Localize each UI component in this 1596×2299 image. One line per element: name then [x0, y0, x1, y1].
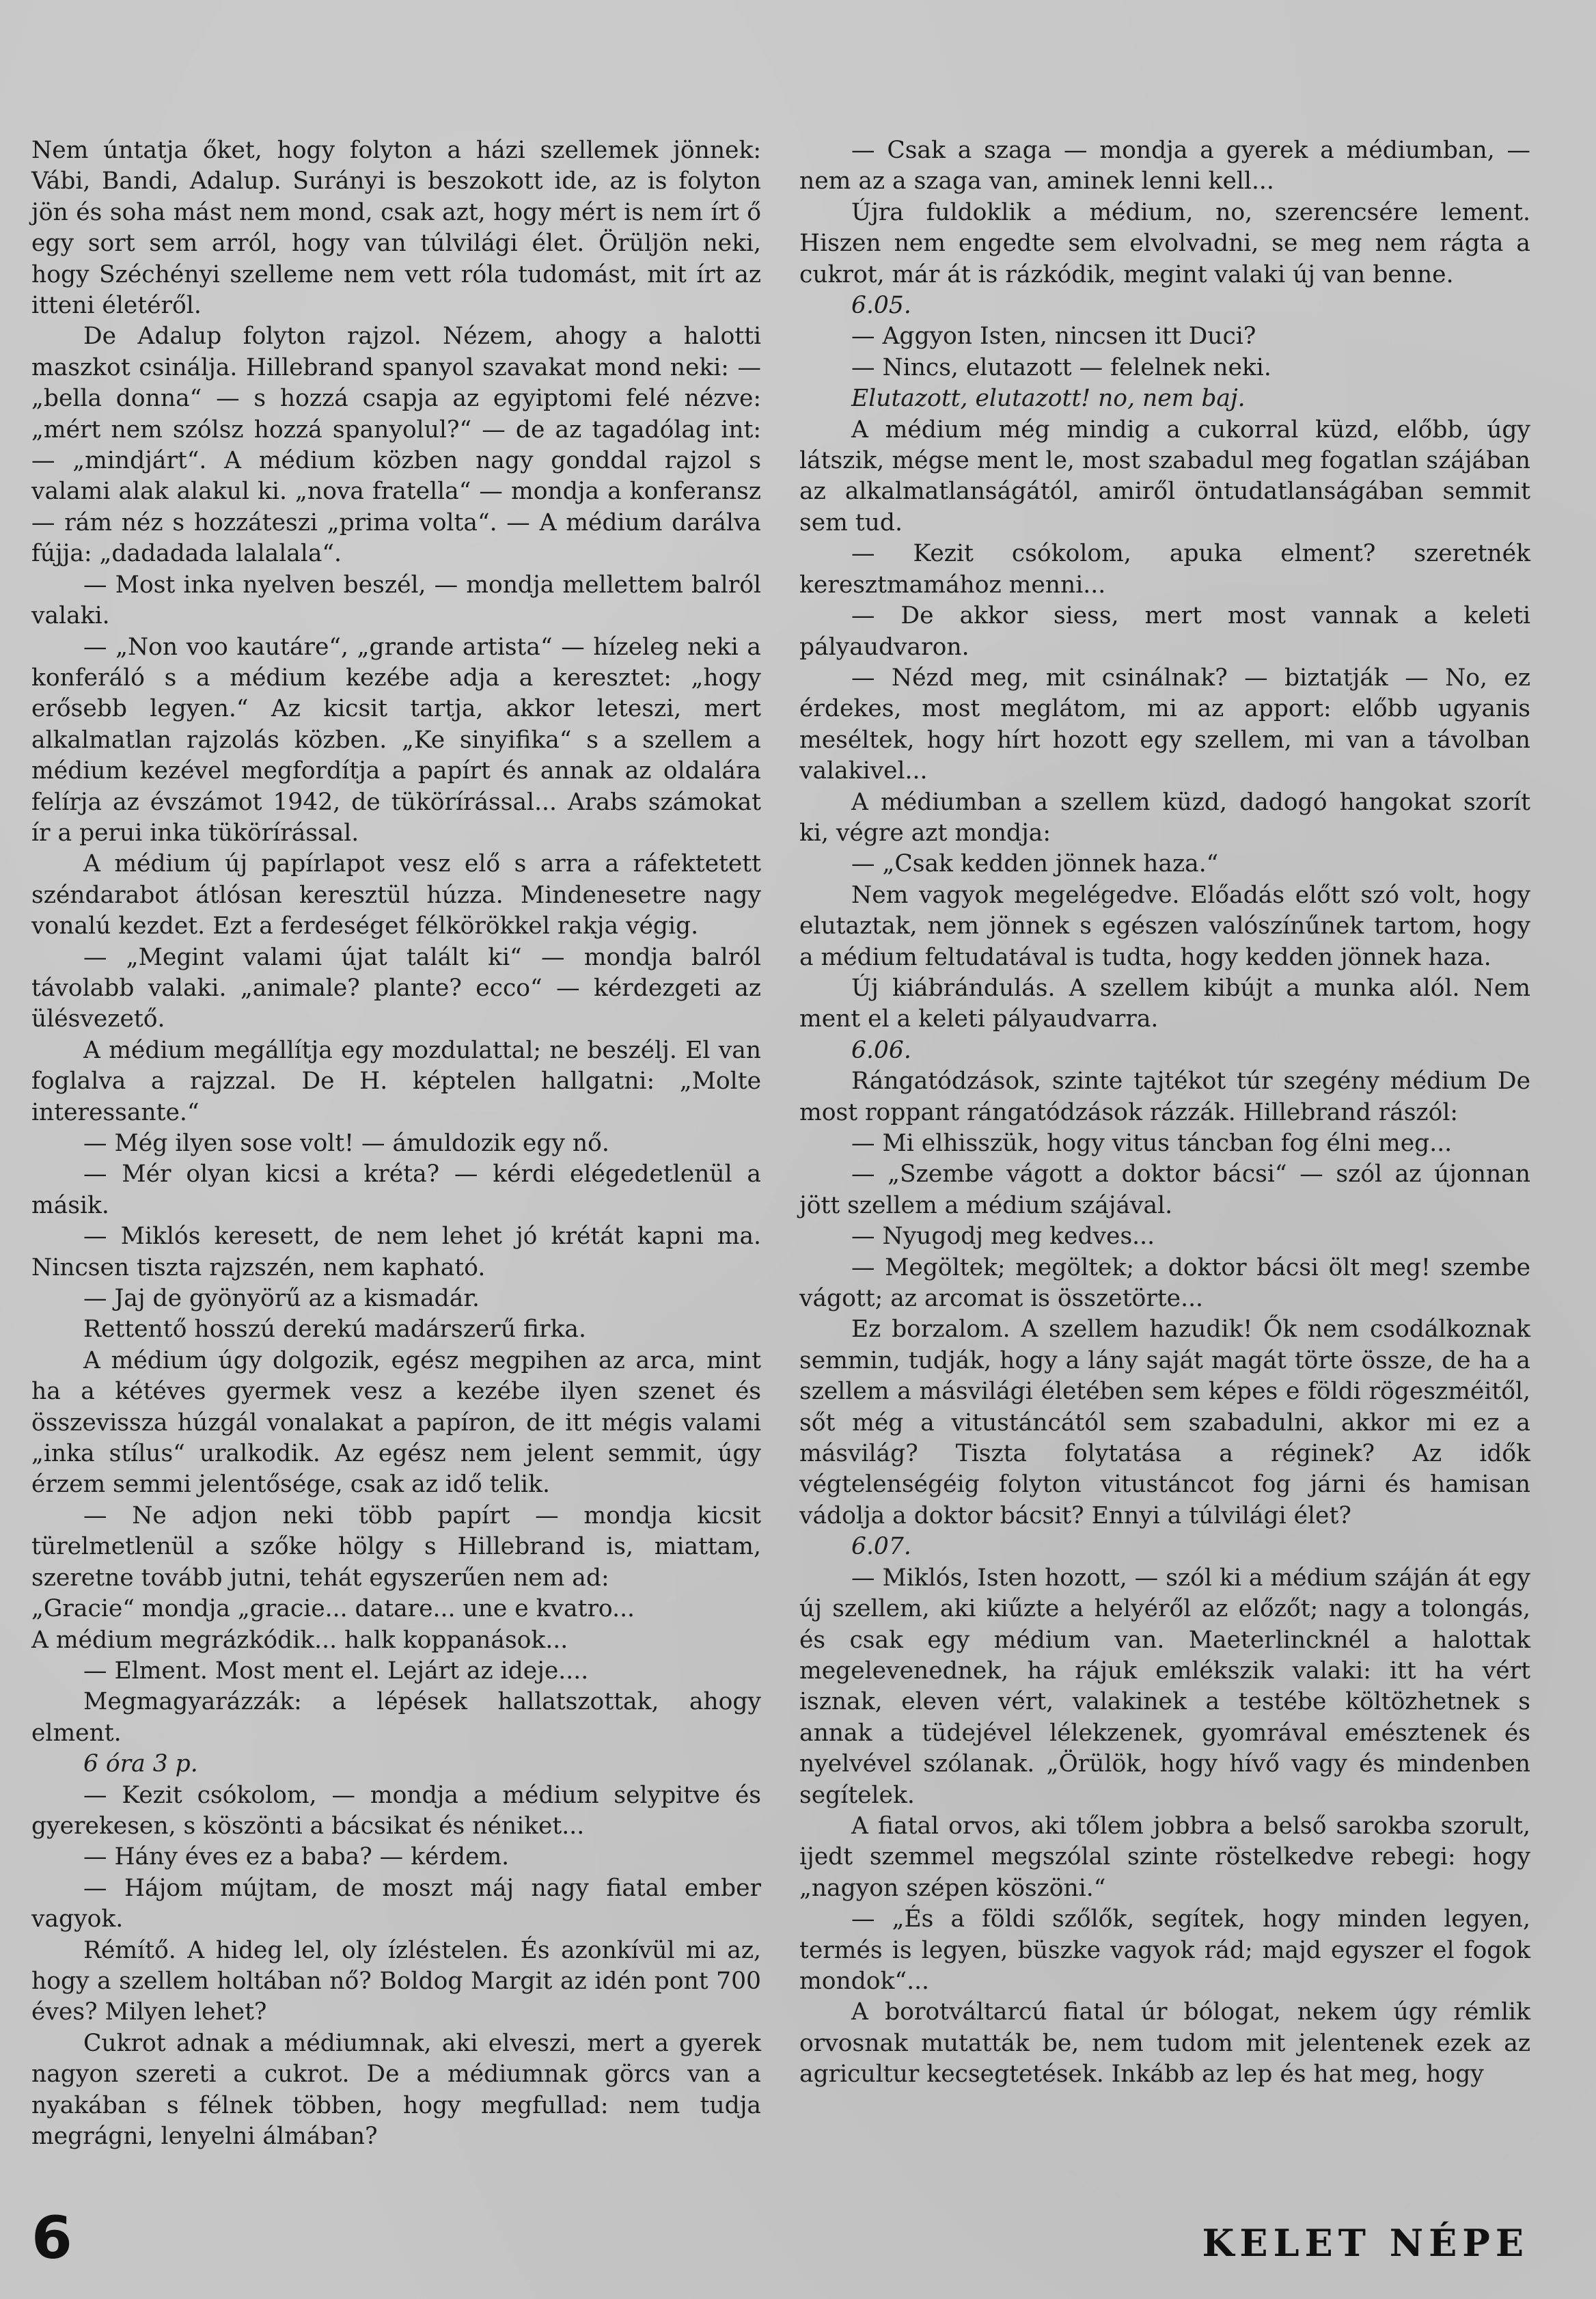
paragraph: — Kezit csókolom, — mondja a médium selypitve és gyerekesen, s köszönti a bácsikat és néniket...: [31, 1781, 761, 1840]
paragraph: — „Non voo kautáre“, „grande artista“ — hízeleg neki a konferáló s a médium kezébe adja a keresztet: „hogy erősebb legyen.“ Az kicsit tartja, akkor leteszi, mert alkalmatlan rajzolás közben. „Ke sinyifika“ s a szellem a médium kezével megfordítja a papírt és annak az oldalára felírja az évszámot 1942, de tükörírással... Arabs számokat ír a perui inka tükörírással.: [31, 633, 761, 847]
paragraph: A médium új papírlapot vesz elő s arra a ráfektetett széndarabot átlósan keresztül húzza. Mindenesetre nagy vonalú kezdet. Ezt a ferdeséget félkörökkel rakja végig.: [31, 850, 761, 940]
paragraph: Nem vagyok megelégedve. Előadás előtt szó volt, hogy elutaztak, nem jönnek s egészen valószínűnek tartom, hogy a médium feltudatával is tudta, hogy kedden jönnek haza.: [799, 881, 1530, 971]
paragraph: — Kezit csókolom, apuka elment? szeretnék keresztmamához menni...: [799, 540, 1530, 599]
paragraph: A fiatal orvos, aki tőlem jobbra a belső sarokba szorult, ijedt szemmel megszólal szinte röstelkedve rebegi: hogy „nagyon szépen köszöni.“: [799, 1812, 1530, 1902]
paragraph: A médiumban a szellem küzd, dadogó hangokat szorít ki, végre azt mondja:: [799, 788, 1530, 847]
paragraph: 6 óra 3 p.: [83, 1750, 198, 1778]
paragraph: — Hájom mújtam, de moszt máj nagy fiatal ember vagyok.: [31, 1874, 761, 1933]
paragraph: Nem úntatja őket, hogy folyton a házi szellemek jönnek: Vábi, Bandi, Adalup. Surányi is beszokott ide, az is folyton jön és soha mást nem mond, csak azt, hogy mért is nem írt ő egy sort sem arról, hogy van túlvilági élet. Örüljön neki, hogy Széchényi szelleme nem vett róla tudomást, mit írt az itteni életéről.: [31, 137, 761, 320]
paragraph: Újra fuldoklik a médium, no, szerencsére lement. Hiszen nem engedte sem elvolvadni, se meg nem rágta a cukrot, már át is rázkódik, megint valaki új van benne.: [799, 198, 1530, 288]
paragraph: — Megöltek; megöltek; a doktor bácsi ölt meg! szembe vágott; az arcomat is összetörte...: [799, 1253, 1530, 1313]
paragraph: Megmagyarázzák: a lépések hallatszottak, ahogy elment.: [31, 1688, 761, 1747]
paragraph: Rángatódzások, szinte tajtékot túr szegény médium De most roppant rángatódzások rázzák. Hillebrand rászól:: [799, 1067, 1530, 1126]
paragraph: — Miklós, Isten hozott, — szól ki a médium száján át egy új szellem, aki kiűzte a helyéről az előzőt; nagy a tolongás, és csak egy médium van. Maeterlincknél a halottak megelevenednek, ha rájuk emlékszik valaki: itt ha vért isznak, eleven vért, valakinek a testébe költözhetnek s annak a tüdejével lélekzenek, gyomrával emésztenek és nyelvével szólanak. „Örülök, hogy hívő vagy és mindenben segítelek.: [799, 1564, 1530, 1809]
paragraph: A médium megállítja egy mozdulattal; ne beszélj. El van foglalva a rajzzal. De H. képtelen hallgatni: „Molte interessante.“: [31, 1036, 761, 1126]
paragraph: A borotváltarcú fiatal úr bólogat, nekem úgy rémlik orvosnak mutatták be, nem tudom mit jelentenek ezek az agricultur kecsegtetések. Inkább az lep és hat meg, hogy: [799, 1998, 1530, 2089]
paragraph: — Aggyon Isten, nincsen itt Duci?: [851, 323, 1256, 351]
paragraph: — Most inka nyelven beszél, — mondja mellettem balról valaki.: [31, 571, 761, 630]
paragraph: — Nyugodj meg kedves...: [851, 1223, 1155, 1251]
paragraph: — Ne adjon neki több papírt — mondja kicsit türelmetlenül a szőke hölgy s Hillebrand is, miattam, szeretne tovább jutni, tehát egyszerűen nem ad:: [31, 1501, 761, 1592]
paragraph: Elutazott, elutazott! no, nem baj.: [851, 385, 1246, 413]
paragraph: — Hány éves ez a baba? — kérdem.: [83, 1843, 510, 1871]
paragraph: 6.05.: [851, 292, 911, 320]
paragraph: Cukrot adnak a médiumnak, aki elveszi, mert a gyerek nagyon szereti a cukrot. De a médiumnak görcs van a nyakában s félnek többen, hogy megfullad: nem tudja megrágni, lenyelni álmában?: [31, 2029, 761, 2150]
paragraph: 6.07.: [851, 1533, 911, 1561]
paragraph: — Miklós keresett, de nem lehet jó krétát kapni ma. Nincsen tiszta rajzszén, nem kapható.: [31, 1223, 761, 1281]
paragraph: — „Megint valami újat talált ki“ — mondja balról távolabb valaki. „animale? plante? ecco“ — kérdezgeti az ülésvezető.: [31, 943, 761, 1033]
paragraph: A médium úgy dolgozik, egész megpihen az arca, mint ha a kétéves gyermek vesz a kezébe ilyen szenet és összevissza húzgál vonalakat a papíron, de itt mégis valami „inka stílus“ uralkodik. Az egész nem jelent semmit, úgy érzem semmi jelentősége, csak az idő telik.: [31, 1346, 761, 1499]
paragraph: A médium megrázkódik... halk koppanások...: [31, 1626, 568, 1654]
paragraph: — Mér olyan kicsi a kréta? — kérdi elégedetlenül a másik.: [31, 1160, 761, 1219]
paragraph: Rémítő. A hideg lel, oly ízléstelen. És azonkívül mi az, hogy a szellem holtában nő? Boldog Margit az idén pont 700 éves? Milyen lehet?: [31, 1936, 761, 2026]
publication-name: KELET NÉPE: [1202, 2221, 1529, 2265]
paragraph: — Nézd meg, mit csinálnak? — biztatják — No, ez érdekes, most meglátom, mi az apport: előbb ugyanis meséltek, hogy hírt hozott egy szellem, mi van a távolban valakivel...: [799, 664, 1530, 785]
paragraph: — Csak a szaga — mondja a gyerek a médiumban, — nem az a szaga van, aminek lenni kell...: [799, 137, 1530, 195]
paragraph: — „Csak kedden jönnek haza.“: [851, 850, 1219, 878]
paragraph: — „És a földi szőlők, segítek, hogy minden legyen, termés is legyen, büszke vagyok rád; majd egyszer el fogok mondok“...: [799, 1905, 1530, 1995]
right-column: [799, 135, 1530, 2091]
paragraph: — Elment. Most ment el. Lejárt az ideje....: [83, 1657, 589, 1685]
paragraph: — Mi elhisszük, hogy vitus táncban fog élni meg...: [851, 1130, 1453, 1157]
paragraph: Rettentő hosszú derekú madárszerű firka.: [83, 1316, 586, 1344]
paragraph: — Még ilyen sose volt! — ámuldozik egy nő.: [83, 1130, 609, 1157]
paragraph: Ez borzalom. A szellem hazudik! Ők nem csodálkoznak semmin, tudják, hogy a lány saját magát törte össze, de ha a szellem a másvilági életében sem képes e földi rögeszméitől, sőt még a vitustáncától sem szabadulni, akkor mi ez a másvilág? Tiszta folytatása a réginek? Az idők végtelenségéig folyton vitustáncot fog járni és hamisan vádolja a doktor bácsit? Ennyi a túlvilági élet?: [799, 1316, 1530, 1529]
paragraph: A médium még mindig a cukorral küzd, előbb, úgy látszik, mégse ment le, most szabadul meg fogatlan szájában az alkalmatlanságától, amiről öntudatlanságában semmit sem tud.: [799, 416, 1530, 536]
paragraph: Új kiábrándulás. A szellem kibújt a munka alól. Nem ment el a keleti pályaudvarra.: [799, 974, 1530, 1033]
paragraph: — Jaj de gyönyörű az a kismadár.: [83, 1285, 480, 1313]
paragraph: 6.06.: [851, 1036, 911, 1064]
paragraph: — „Szembe vágott a doktor bácsi“ — szól az újonnan jött szellem a médium szájával.: [799, 1160, 1530, 1219]
paragraph: — Nincs, elutazott — felelnek neki.: [851, 353, 1271, 381]
paragraph: De Adalup folyton rajzol. Nézem, ahogy a halotti maszkot csinálja. Hillebrand spanyol szavakat mond neki: — „bella donna“ — s hozzá csapja az egyiptomi felé nézve: „mért nem szólsz hozzá spanyolul?“ — de az tagadólag int: — „mindjárt“. A médium közben nagy gonddal rajzol s valami alak alakul ki. „nova fratella“ — mondja a konferansz — rám néz s hozzáteszi „prima volta“. — A médium darálva fújja: „dadadada lalalala“.: [31, 323, 761, 568]
left-column: [31, 135, 761, 2152]
paragraph: „Gracie“ mondja „gracie... datare... une e kvatro...: [31, 1595, 635, 1623]
paragraph: — De akkor siess, mert most vannak a keleti pályaudvaron.: [799, 602, 1530, 661]
page-number: 6: [31, 2204, 72, 2272]
